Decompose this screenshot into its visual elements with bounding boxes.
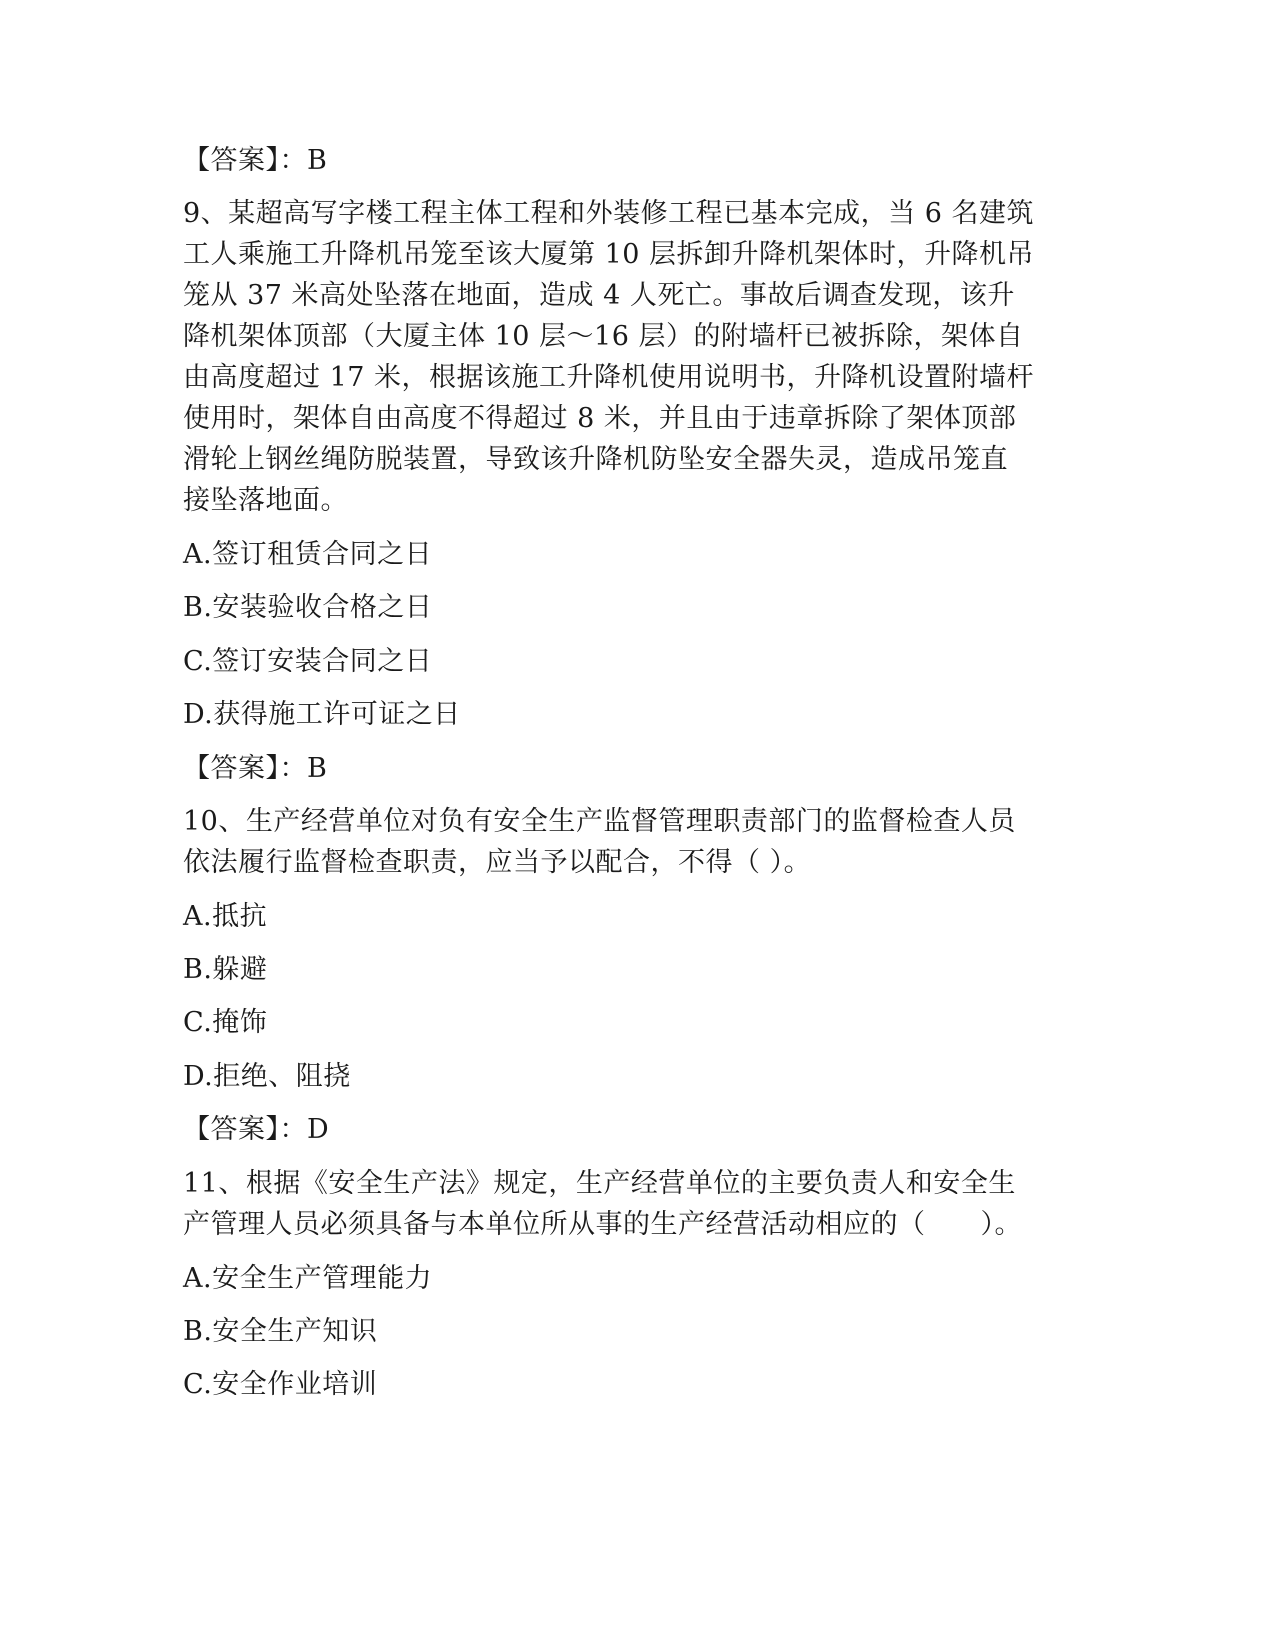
question-9-line-4: 降机架体顶部（大厦主体 10 层～16 层）的附墙杆已被拆除，架体自 <box>183 321 1024 352</box>
option-c: C.签订安装合同之日 <box>183 646 433 677</box>
option-b: B.安全生产知识 <box>183 1316 378 1347</box>
option-d: D.获得施工许可证之日 <box>183 699 461 730</box>
question-9-line-8: 接坠落地面。 <box>183 485 348 516</box>
question-9-line-5: 由高度超过 17 米，根据该施工升降机使用说明书，升降机设置附墙杆 <box>183 362 1035 393</box>
option-a: A.抵抗 <box>183 901 268 932</box>
question-9-line-6: 使用时，架体自由高度不得超过 8 米，并且由于违章拆除了架体顶部 <box>183 403 1017 434</box>
question-9-line-2: 工人乘施工升降机吊笼至该大厦第 10 层拆卸升降机架体时，升降机吊 <box>183 239 1035 270</box>
option-c: C.安全作业培训 <box>183 1369 378 1400</box>
option-d: D.拒绝、阻挠 <box>183 1061 351 1092</box>
question-11-line-1: 11、根据《安全生产法》规定，生产经营单位的主要负责人和安全生 <box>183 1168 1016 1199</box>
option-b: B.躲避 <box>183 954 268 985</box>
question-10-line-2: 依法履行监督检查职责，应当予以配合，不得（ ）。 <box>183 847 812 878</box>
option-b: B.安装验收合格之日 <box>183 592 433 623</box>
question-10-line-1: 10、生产经营单位对负有安全生产监督管理职责部门的监督检查人员 <box>183 806 1016 837</box>
option-c: C.掩饰 <box>183 1007 268 1038</box>
question-9-line-1: 9、某超高写字楼工程主体工程和外装修工程已基本完成，当 6 名建筑 <box>183 198 1035 229</box>
answer-line: 【答案】：B <box>183 145 328 176</box>
question-9-line-7: 滑轮上钢丝绳防脱装置，导致该升降机防坠安全器失灵，造成吊笼直 <box>183 444 1008 475</box>
option-a: A.签订租赁合同之日 <box>183 539 433 570</box>
question-11-line-2: 产管理人员必须具备与本单位所从事的生产经营活动相应的（ ）。 <box>183 1209 1022 1240</box>
answer-line: 【答案】：D <box>183 1114 330 1145</box>
answer-line: 【答案】：B <box>183 753 328 784</box>
option-a: A.安全生产管理能力 <box>183 1263 433 1294</box>
question-9-line-3: 笼从 37 米高处坠落在地面，造成 4 人死亡。事故后调查发现，该升 <box>183 280 1015 311</box>
